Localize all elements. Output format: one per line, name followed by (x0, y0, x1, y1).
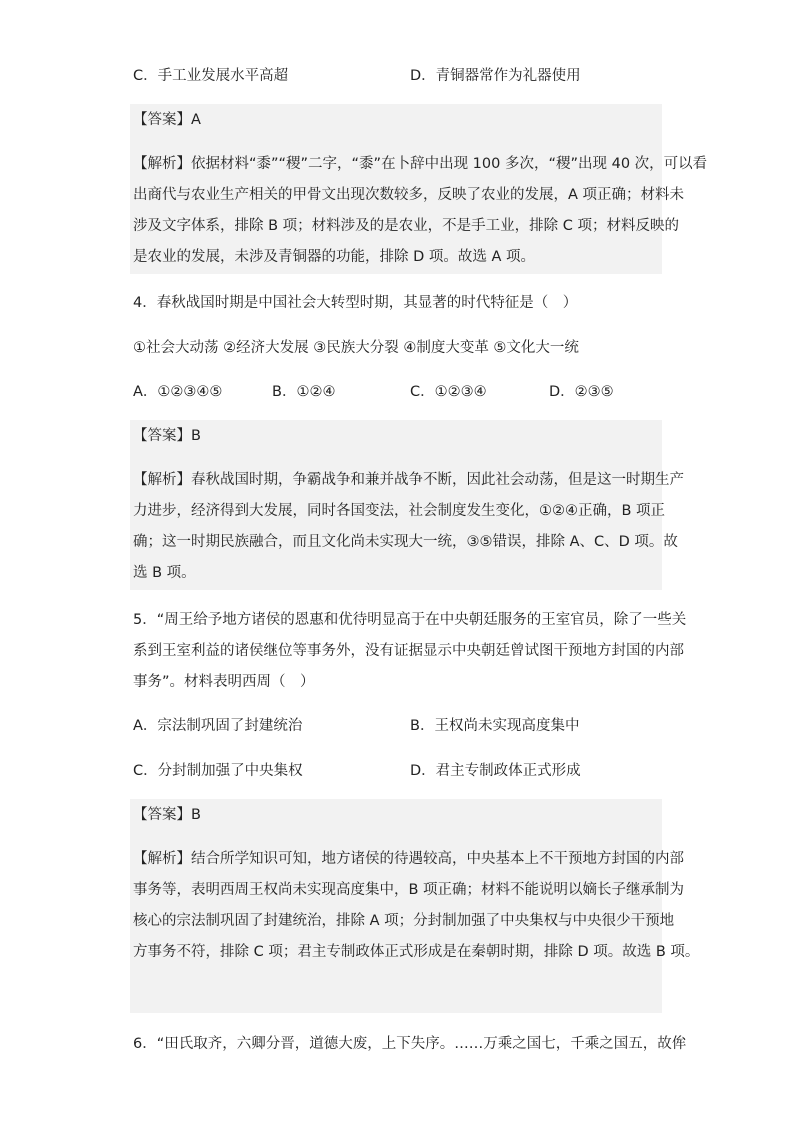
q4-stem: 4．春秋战国时期是中国社会大转型时期，其显著的时代特征是（ ） (133, 295, 578, 311)
q5-option-c: C．分封制加强了中央集权 (133, 763, 303, 779)
q5-stem-line-3: 事务”。材料表明西周（ ） (133, 674, 315, 690)
q4-analysis-line-3: 确；这一时期民族融合，而且文化尚未实现大一统，③⑤错误，排除 A、C、D 项。故 (133, 534, 678, 550)
q5-analysis-line-2: 事务等，表明西周王权尚未实现高度集中，B 项正确；材料不能说明以嫡长子继承制为 (133, 882, 685, 898)
q3-analysis-line-1: 【解析】依据材料“黍”“稷”二字，“黍”在卜辞中出现 100 多次，“稷”出现 40 次，可以看 (133, 156, 708, 172)
q3-answer: 【答案】A (133, 112, 201, 128)
q4-analysis-line-4: 选 B 项。 (133, 565, 196, 581)
q3-analysis-line-2: 出商代与农业生产相关的甲骨文出现次数较多，反映了农业的发展，A 项正确；材料未 (133, 187, 685, 203)
q5-analysis-line-4: 方事务不符，排除 C 项；君主专制政体正式形成是在秦朝时期，排除 D 项。故选 B 项。 (133, 944, 700, 960)
q5-stem-line-1: 5．“周王给予地方诸侯的恩惠和优待明显高于在中央朝廷服务的王室官员，除了一些关 (133, 612, 687, 628)
q4-option-c: C．①②③④ (410, 384, 487, 400)
q5-answer-box (130, 799, 662, 1013)
q6-stem-line-1: 6．“田氏取齐，六卿分晋，道德大废，上下失序。……万乘之国七，千乘之国五，故侔 (133, 1036, 687, 1052)
q4-items: ①社会大动荡 ②经济大发展 ③民族大分裂 ④制度大变革 ⑤文化大一统 (133, 340, 579, 356)
q5-option-a: A．宗法制巩固了封建统治 (133, 718, 303, 734)
q4-analysis-line-2: 力进步，经济得到大发展，同时各国变法，社会制度发生变化，①②④正确，B 项正 (133, 503, 666, 519)
q5-analysis-line-3: 核心的宗法制巩固了封建统治，排除 A 项；分封制加强了中央集权与中央很少干预地 (133, 913, 675, 929)
q4-option-b: B．①②④ (272, 384, 336, 400)
q3-option-d: D．青铜器常作为礼器使用 (410, 68, 581, 84)
q5-answer: 【答案】B (133, 807, 201, 823)
q3-analysis-line-4: 是农业的发展，未涉及青铜器的功能，排除 D 项。故选 A 项。 (133, 249, 536, 265)
q5-option-d: D．君主专制政体正式形成 (410, 763, 581, 779)
q3-option-c: C．手工业发展水平高超 (133, 68, 289, 84)
q4-answer: 【答案】B (133, 428, 201, 444)
q3-analysis-line-3: 涉及文字体系，排除 B 项；材料涉及的是农业，不是手工业，排除 C 项；材料反映的 (133, 218, 680, 234)
q4-option-d: D．②③⑤ (549, 384, 614, 400)
q4-analysis-line-1: 【解析】春秋战国时期，争霸战争和兼并战争不断，因此社会动荡，但是这一时期生产 (133, 472, 684, 488)
q5-stem-line-2: 系到王室利益的诸侯继位等事务外，没有证据显示中央朝廷曾试图干预地方封国的内部 (133, 643, 684, 659)
q5-analysis-line-1: 【解析】结合所学知识可知，地方诸侯的待遇较高，中央基本上不干预地方封国的内部 (133, 851, 684, 867)
q5-option-b: B．王权尚未实现高度集中 (410, 718, 580, 734)
q4-option-a: A．①②③④⑤ (133, 384, 223, 400)
